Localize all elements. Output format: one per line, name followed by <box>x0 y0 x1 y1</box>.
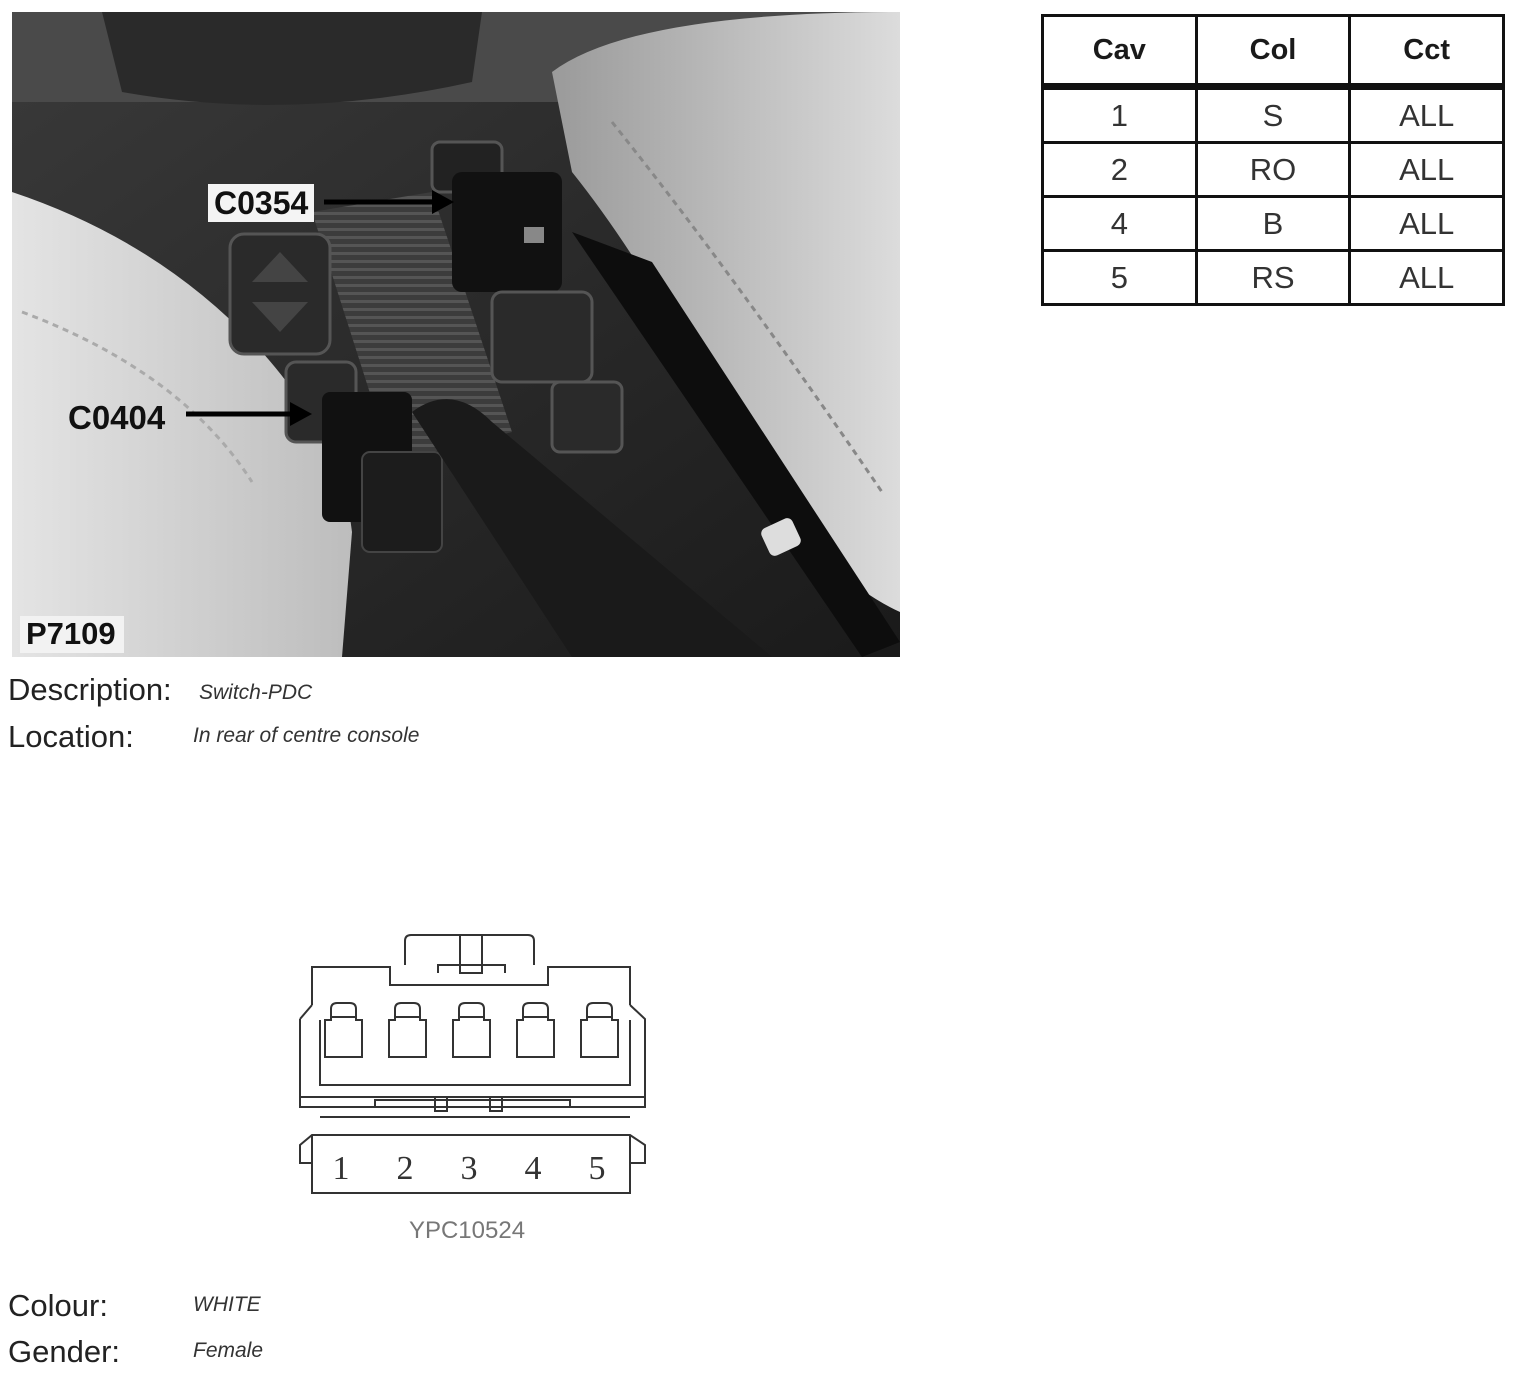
col-cell: RS <box>1196 251 1350 305</box>
col-cell: S <box>1196 87 1350 143</box>
location-label: Location: <box>8 719 134 754</box>
console-photo-image <box>12 12 900 657</box>
cct-cell: ALL <box>1350 143 1504 197</box>
cav-cell: 1 <box>1043 87 1197 143</box>
pin-number: 2 <box>396 1150 414 1187</box>
table-row <box>1043 87 1504 143</box>
table-row <box>1043 143 1504 197</box>
cav-cell: 4 <box>1043 197 1197 251</box>
cct-cell: ALL <box>1350 197 1504 251</box>
description-label: Description: <box>8 672 172 707</box>
col-cell: B <box>1196 197 1350 251</box>
cav-cell: 2 <box>1043 143 1197 197</box>
cct-cell: ALL <box>1350 87 1504 143</box>
column-header-cav: Cav <box>1043 16 1197 87</box>
pin-number: 5 <box>588 1150 606 1187</box>
connector-part-number: YPC10524 <box>408 1217 526 1244</box>
location-value: In rear of centre console <box>193 724 420 747</box>
table-row <box>1043 197 1504 251</box>
gender-value: Female <box>193 1339 264 1362</box>
col-cell: RO <box>1196 143 1350 197</box>
callout-c0404: C0404 <box>68 399 166 436</box>
table-header-row <box>1043 16 1504 87</box>
description-value: Switch-PDC <box>199 681 313 704</box>
cavity-table <box>1041 14 1505 306</box>
column-header-col: Col <box>1196 16 1350 87</box>
pin-number: 4 <box>524 1150 542 1187</box>
connector-face-drawing <box>290 925 660 1255</box>
cav-cell: 5 <box>1043 251 1197 305</box>
console-photo <box>12 12 900 657</box>
gender-label: Gender: <box>8 1334 121 1369</box>
colour-value: WHITE <box>193 1293 261 1316</box>
colour-label: Colour: <box>8 1288 108 1323</box>
figure-reference: P7109 <box>20 616 124 653</box>
pin-number: 3 <box>460 1150 478 1187</box>
column-header-cct: Cct <box>1350 16 1504 87</box>
connector-diagram <box>290 925 660 1255</box>
table-row <box>1043 251 1504 305</box>
cct-cell: ALL <box>1350 251 1504 305</box>
callout-c0354: C0354 <box>208 184 314 222</box>
pin-number: 1 <box>332 1150 350 1187</box>
